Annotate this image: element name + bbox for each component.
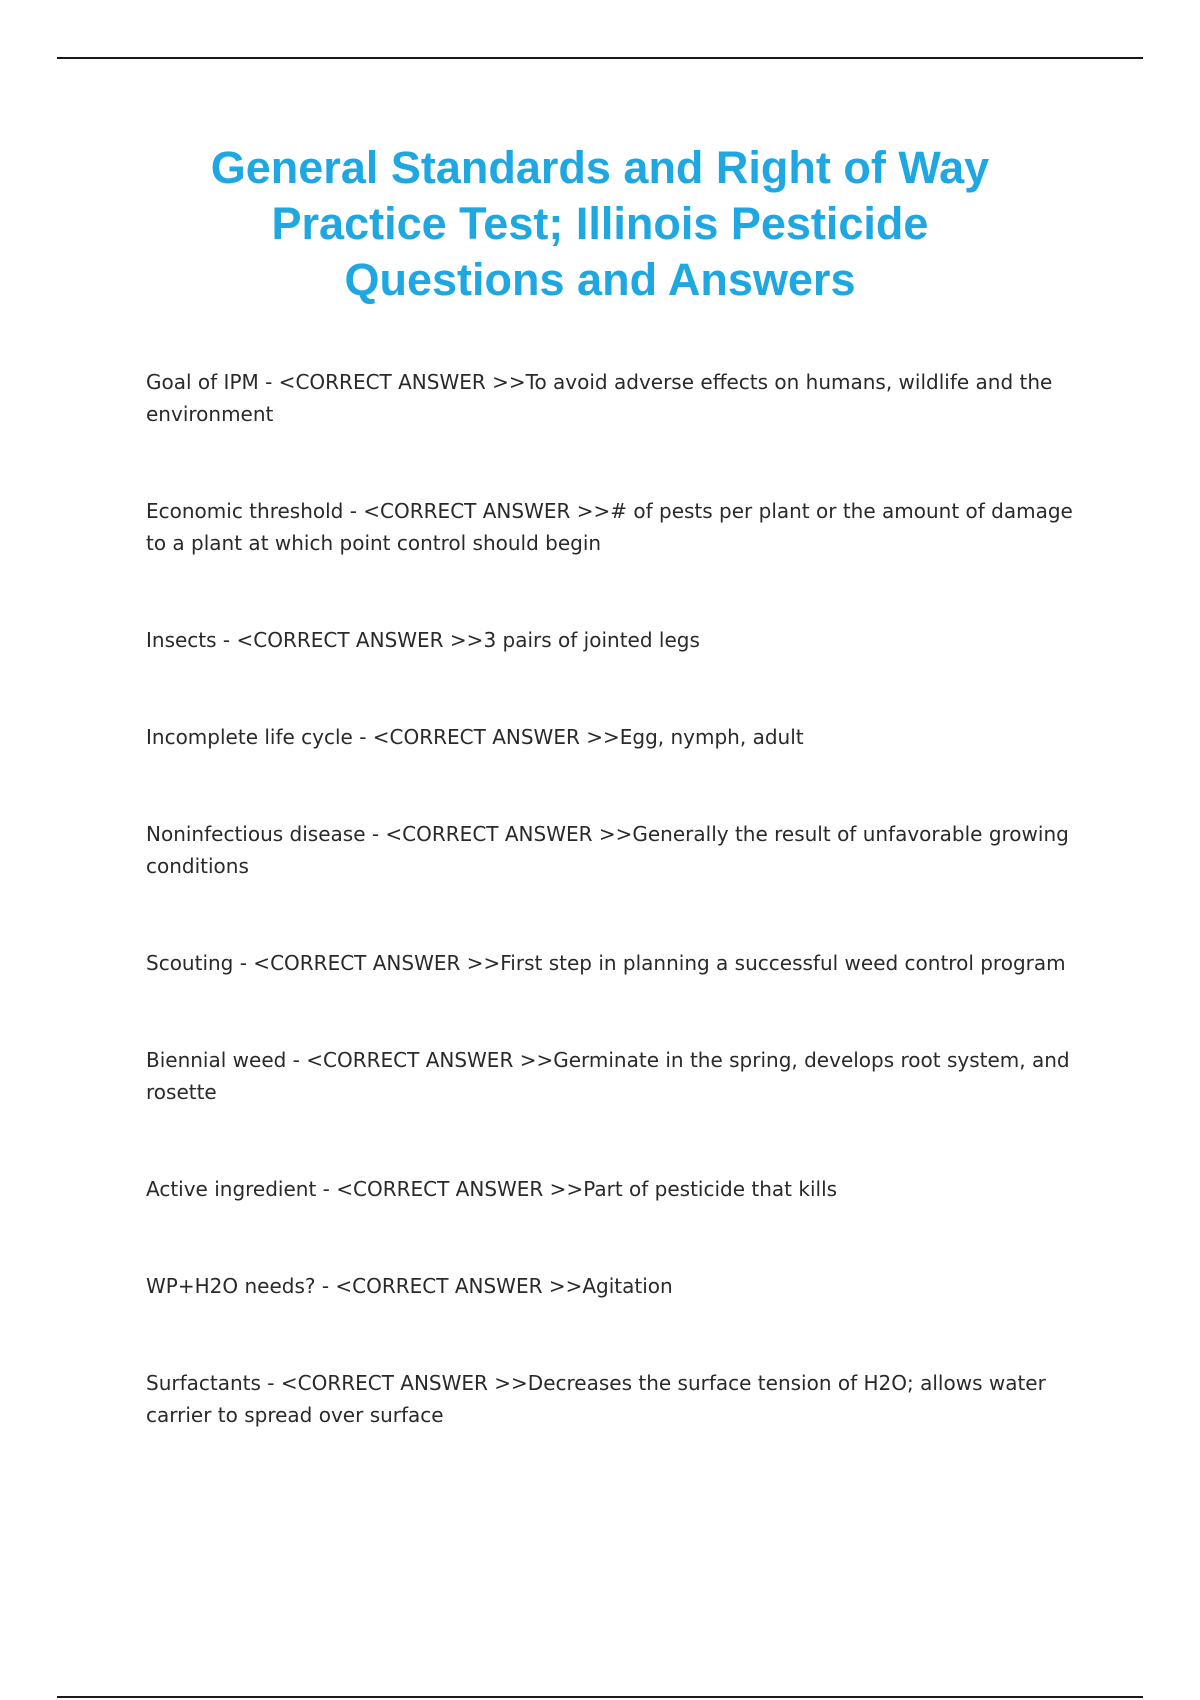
- qa-item-surfactants: Surfactants - <CORRECT ANSWER >>Decreases the surface tension of H2O; allows water carrier to spread over surface: [146, 1371, 1046, 1427]
- qa-item-economic-threshold: Economic threshold - <CORRECT ANSWER >># of pests per plant or the amount of damage to a plant at which point control should begin: [146, 499, 1073, 555]
- qa-item-noninfectious-disease: Noninfectious disease - <CORRECT ANSWER >>Generally the result of unfavorable growing conditions: [146, 822, 1069, 878]
- bottom-divider: [57, 1696, 1143, 1698]
- qa-list: [146, 366, 1086, 1496]
- qa-item-scouting: Scouting - <CORRECT ANSWER >>First step in planning a successful weed control program: [146, 951, 1066, 975]
- title-line-1: General Standards and Right of Way: [210, 142, 990, 193]
- qa-item-insects: Insects - <CORRECT ANSWER >>3 pairs of jointed legs: [146, 628, 700, 652]
- qa-item-goal-of-ipm: Goal of IPM - <CORRECT ANSWER >>To avoid adverse effects on humans, wildlife and the environment: [146, 370, 1053, 426]
- qa-item-incomplete-life-cycle: Incomplete life cycle - <CORRECT ANSWER >>Egg, nymph, adult: [146, 725, 804, 749]
- top-divider: [57, 57, 1143, 59]
- document-title: [100, 140, 1100, 308]
- qa-item-active-ingredient: Active ingredient - <CORRECT ANSWER >>Part of pesticide that kills: [146, 1177, 838, 1201]
- title-line-3: Questions and Answers: [344, 254, 856, 305]
- qa-item-biennial-weed: Biennial weed - <CORRECT ANSWER >>Germinate in the spring, develops root system, and rosette: [146, 1048, 1070, 1104]
- qa-item-wp-h2o: WP+H2O needs? - <CORRECT ANSWER >>Agitation: [146, 1274, 673, 1298]
- title-line-2: Practice Test; Illinois Pesticide: [271, 198, 929, 249]
